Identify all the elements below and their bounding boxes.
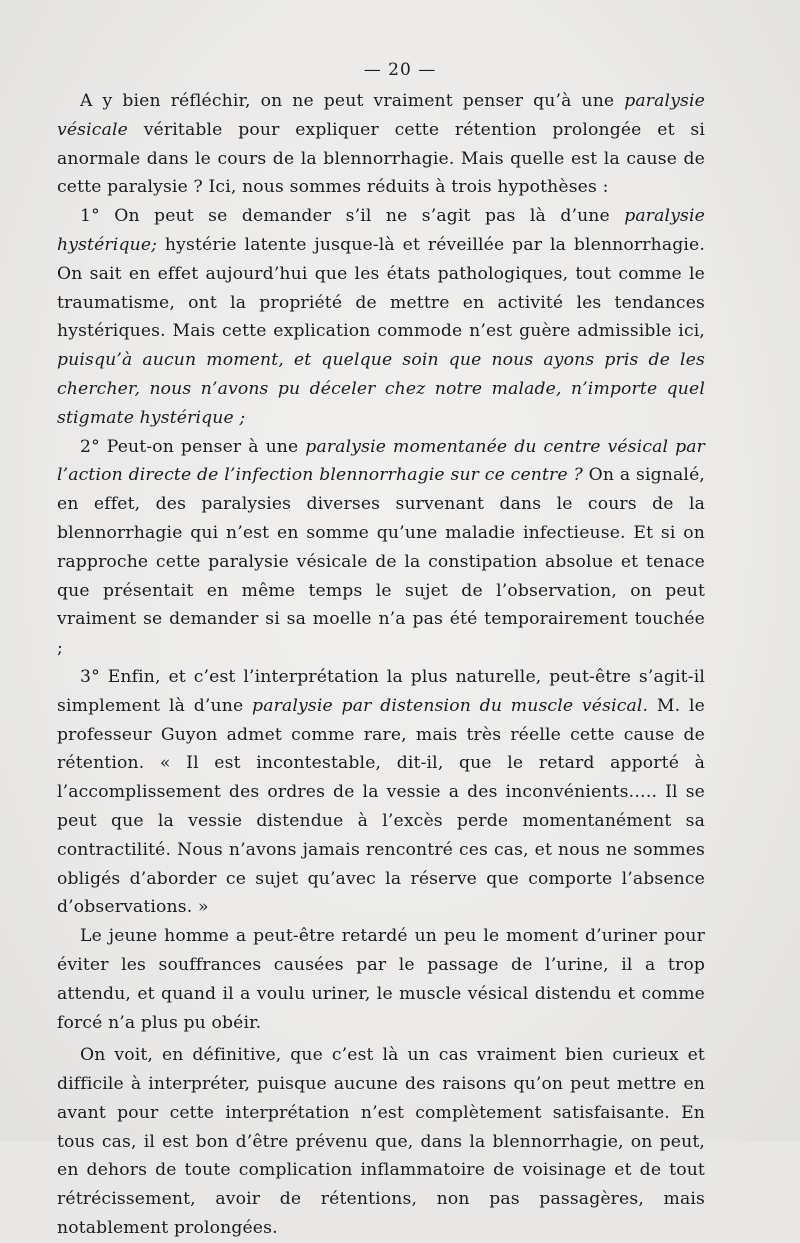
paragraph	[57, 87, 705, 202]
paragraph	[57, 1041, 705, 1243]
text-run: Le jeune homme a peut-être retardé un peu le moment d’uriner pour éviter les souffrances causées par le passage de l’urine, il a trop attendu, et quand il a voulu uriner, le muscle vésical distendu et comme forcé n’a plus pu obéir.	[57, 926, 705, 1033]
paragraph	[57, 663, 705, 922]
text-run: 1° On peut se demander s’il ne s’agit pas là d’une	[80, 206, 625, 227]
text-run: véritable pour expliquer cette rétention prolongée et si anormale dans le cours de la blennorrhagie. Mais quelle est la cause de cette paralysie ? Ici, nous sommes réduits à trois hypothèses :	[57, 119, 705, 198]
text-run: 3° Enfin, et c’est l’interprétation la plus naturelle, peut-être s’agit-il simplement là d’une	[57, 666, 705, 716]
paragraph	[57, 202, 705, 432]
italic-text: paralysie par distension du muscle vésical.	[252, 695, 649, 716]
text-run: On a signalé, en effet, des paralysies diverses survenant dans le cours de la blennorrhagie qui n’est en somme qu’une maladie infectieuse. Et si on rapproche cette paralysie vésicale de la constipation absolue et tenace que présentait en même temps le sujet de l’observation, on peut vraiment se demander si sa moelle n’a pas été temporairement touchée ;	[57, 465, 706, 659]
text-run: M. le professeur Guyon admet comme rare, mais très réelle cette cause de rétention. « Il est incontestable, dit-il, que le retard apporté à l’accomplissement des ordres de la vessie a des inconvénients….. Il se peut que la vessie distendue à l’excès perde momentanément sa contractilité. Nous n’avons jamais rencontré ces cas, et nous ne sommes obligés d’aborder ce sujet qu’avec la réserve que comporte l’absence d’observations. »	[57, 695, 705, 918]
page-number: — 20 —	[363, 60, 437, 80]
text-run: On voit, en définitive, que c’est là un cas vraiment bien curieux et difficile à interpréter, puisque aucune des raisons qu’on peut mettre en avant pour cette interprétation n’est complètement satisfaisante. En tous cas, il est bon d’être prévenu que, dans la blennorrhagie, on peut, en dehors de toute complication inflammatoire de voisinage et de tout rétrécissement, avoir de rétentions, non pas passagères, mais notablement prolongées.	[57, 1045, 705, 1239]
italic-text: paralysie momentanée du centre vésical par l’action directe de l’infection blennorrhagie sur ce centre ?	[57, 436, 706, 486]
text-run: hystérie latente jusque-là et réveillée par la blennorrhagie. On sait en effet aujourd’hui que les états pathologiques, tout comme le traumatisme, ont la propriété de mettre en activité les tendances hystériques. Mais cette explication commode n’est guère admissible ici,	[57, 234, 705, 342]
italic-text: paralysie hystérique;	[57, 206, 705, 255]
text-run: 2° Peut-on penser à une	[80, 436, 306, 457]
paragraph	[57, 922, 705, 1037]
italic-text: paralysie vésicale	[57, 91, 705, 140]
italic-text: puisqu’à aucun moment, et quelque soin que nous ayons pris de les chercher, nous n’avons pu déceler chez notre malade, n’importe quel stigmate hystérique ;	[57, 350, 705, 428]
text-run: A y bien réfléchir, on ne peut vraiment penser qu’à une	[80, 91, 625, 111]
body-text	[57, 87, 705, 1243]
paragraph	[57, 433, 705, 663]
